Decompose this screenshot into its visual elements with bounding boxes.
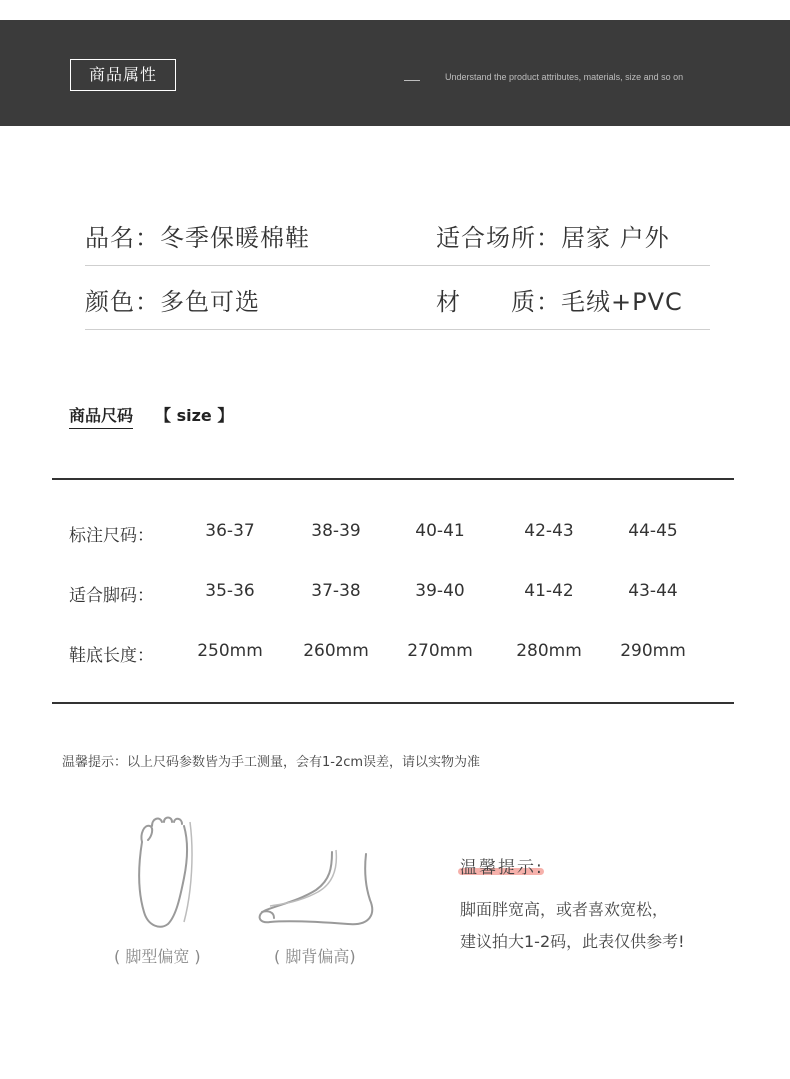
table-cell: 43-44 [628,581,678,601]
tip-line-1: 脚面胖宽高，或者喜欢宽松， [460,900,669,919]
attr-label: 颜色： [85,288,160,316]
high-arch-foot-icon [252,848,382,928]
attr-material [436,282,683,317]
attr-label: 材 质： [436,288,561,316]
header-badge: 商品属性 [70,59,176,91]
table-cell: 270mm [407,641,473,661]
attr-color [85,282,260,317]
row-label-marked-size: 标注尺码： [69,526,154,546]
attr-value: 冬季保暖棉鞋 [160,224,310,252]
table-top-rule [52,478,734,480]
attr-value: 多色可选 [160,288,260,316]
tip-line-2: 建议拍大1-2码，此表仅供参考! [460,932,685,951]
attr-value: 毛绒+PVC [561,288,683,316]
table-cell: 39-40 [415,581,465,601]
attr-label: 适合场所： [436,224,561,252]
wide-foot-icon [128,812,200,934]
row-label-fit-size: 适合脚码： [69,586,154,606]
high-arch-caption: ( 脚背偏高) [274,947,356,966]
table-cell: 44-45 [628,521,678,541]
table-cell: 38-39 [311,521,361,541]
table-cell: 250mm [197,641,263,661]
table-cell: 41-42 [524,581,574,601]
tip-title: 温馨提示: [460,858,544,878]
size-section-title: 商品尺码 [69,403,133,429]
top-spacer [0,0,790,20]
attr-occasion [436,218,670,253]
attr-divider [85,329,710,330]
row-label-sole-length: 鞋底长度： [69,646,154,666]
size-section-tag: 【 size 】 [155,406,234,425]
attr-divider [85,265,710,266]
table-bottom-rule [52,702,734,704]
attr-product-name [85,218,310,253]
table-cell: 42-43 [524,521,574,541]
measurement-note: 温馨提示：以上尺码参数皆为手工测量，会有1-2cm误差，请以实物为准 [62,755,481,770]
table-cell: 36-37 [205,521,255,541]
table-cell: 37-38 [311,581,361,601]
section-header [0,20,790,126]
wide-foot-caption: ( 脚型偏宽 ) [114,947,201,966]
table-cell: 40-41 [415,521,465,541]
attr-label: 品名： [85,224,160,252]
header-dash-divider [404,80,420,81]
table-cell: 260mm [303,641,369,661]
header-subtitle: Understand the product attributes, materials, size and so on [445,72,684,82]
table-cell: 290mm [620,641,686,661]
table-cell: 35-36 [205,581,255,601]
attr-value: 居家 户外 [561,224,670,252]
table-cell: 280mm [516,641,582,661]
